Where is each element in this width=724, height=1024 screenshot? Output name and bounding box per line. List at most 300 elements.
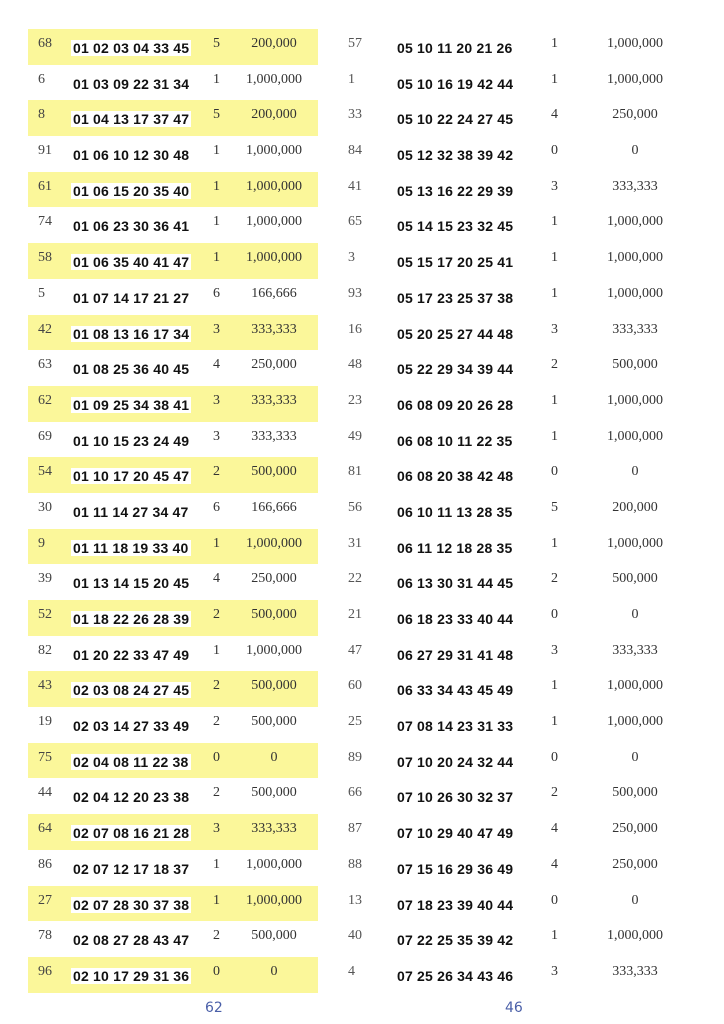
prize-amount: 500,000 — [612, 571, 658, 587]
prize-amount: 1,000,000 — [607, 71, 663, 87]
number-combination-text: 05 13 16 22 29 39 — [397, 182, 514, 199]
prize-amount: 250,000 — [612, 856, 658, 872]
prize-amount: 1,000,000 — [246, 214, 302, 230]
row-id: 64 — [38, 821, 52, 837]
number-combination — [395, 968, 515, 984]
table-row — [28, 65, 318, 101]
row-id: 74 — [38, 214, 52, 230]
number-combination-text: 06 13 30 31 44 45 — [397, 575, 514, 592]
row-id: 41 — [348, 178, 362, 194]
table-row — [338, 279, 698, 315]
prize-amount: 1,000,000 — [607, 214, 663, 230]
number-combination — [71, 326, 191, 342]
prize-amount: 1,000,000 — [607, 928, 663, 944]
prize-amount: 333,333 — [251, 428, 297, 444]
row-id: 8 — [38, 107, 45, 123]
number-combination-text: 01 20 22 33 47 49 — [73, 646, 190, 663]
table-row — [338, 350, 698, 386]
row-id: 86 — [38, 856, 52, 872]
winner-count: 3 — [551, 963, 558, 979]
number-combination — [71, 861, 191, 877]
number-combination — [71, 825, 191, 841]
prize-amount: 333,333 — [251, 321, 297, 337]
table-row — [338, 707, 698, 743]
number-combination — [71, 789, 191, 805]
number-combination-text: 07 08 14 23 31 33 — [397, 718, 514, 735]
number-combination — [71, 468, 191, 484]
table-row — [28, 315, 318, 351]
number-combination-text: 01 06 10 12 30 48 — [73, 147, 190, 164]
winner-count: 2 — [551, 357, 558, 373]
prize-amount: 0 — [631, 143, 639, 159]
number-combination-text: 02 10 17 29 31 36 — [73, 967, 190, 984]
prize-amount: 333,333 — [612, 963, 658, 979]
prize-amount: 333,333 — [612, 178, 658, 194]
prize-amount: 1,000,000 — [246, 535, 302, 551]
winner-count: 4 — [551, 856, 558, 872]
number-combination-text: 02 04 08 11 22 38 — [73, 753, 189, 770]
prize-amount: 500,000 — [251, 785, 297, 801]
winner-count: 1 — [551, 714, 558, 730]
table-row — [28, 172, 318, 208]
table-row — [338, 100, 698, 136]
number-combination — [395, 540, 515, 556]
table-row — [338, 493, 698, 529]
prize-amount: 500,000 — [612, 785, 658, 801]
winner-count: 3 — [551, 178, 558, 194]
prize-amount: 250,000 — [251, 571, 297, 587]
number-combination-text: 01 06 23 30 36 41 — [73, 218, 190, 235]
number-combination-text: 06 33 34 43 45 49 — [397, 682, 514, 699]
number-combination-text: 06 27 29 31 41 48 — [397, 646, 514, 663]
number-combination-text: 02 08 27 28 43 47 — [73, 932, 190, 949]
row-id: 56 — [348, 499, 362, 515]
winner-count: 1 — [213, 71, 220, 87]
number-combination-text: 06 08 10 11 22 35 — [397, 432, 513, 449]
prize-amount: 250,000 — [612, 821, 658, 837]
table-row — [338, 778, 698, 814]
table-row — [338, 422, 698, 458]
number-combination-text: 01 13 14 15 20 45 — [73, 575, 190, 592]
prize-amount: 0 — [270, 749, 278, 765]
prize-amount: 1,000,000 — [607, 250, 663, 266]
row-id: 42 — [38, 321, 52, 337]
table-row — [28, 564, 318, 600]
winner-count: 1 — [213, 250, 220, 266]
table-row — [28, 386, 318, 422]
table-row — [28, 136, 318, 172]
table-row — [338, 136, 698, 172]
number-combination-text: 06 18 23 33 40 44 — [397, 611, 514, 627]
number-combination — [395, 504, 515, 520]
handwritten-note-left: 62 — [205, 1000, 223, 1016]
row-id: 75 — [38, 749, 52, 765]
number-combination-text: 07 15 16 29 36 49 — [397, 860, 514, 877]
number-combination — [395, 111, 515, 127]
number-combination-text: 07 10 29 40 47 49 — [397, 825, 514, 842]
winner-count: 5 — [213, 36, 220, 51]
number-combination-text: 05 10 22 24 27 45 — [397, 111, 514, 128]
winner-count: 5 — [213, 107, 220, 123]
winner-count: 6 — [213, 499, 220, 515]
winner-count: 0 — [551, 749, 558, 765]
number-combination — [395, 290, 515, 306]
table-row — [28, 921, 318, 957]
number-combination — [71, 218, 191, 234]
prize-amount: 1,000,000 — [607, 392, 663, 408]
prize-amount: 500,000 — [251, 464, 297, 480]
table-row — [338, 65, 698, 101]
number-combination-text: 02 04 12 20 23 38 — [73, 789, 190, 806]
number-combination — [395, 682, 515, 698]
table-row — [338, 600, 698, 636]
table-row — [338, 172, 698, 208]
winner-count: 1 — [213, 214, 220, 230]
number-combination-text: 02 07 08 16 21 28 — [73, 825, 190, 842]
row-id: 62 — [38, 392, 52, 408]
number-combination — [71, 575, 191, 591]
number-combination-text: 01 06 35 40 41 47 — [73, 254, 190, 271]
winner-count: 3 — [213, 428, 220, 444]
winner-count: 1 — [551, 250, 558, 266]
number-combination-text: 01 18 22 26 28 39 — [73, 611, 190, 627]
row-id: 21 — [348, 607, 362, 622]
winner-count: 2 — [213, 785, 220, 801]
number-combination — [71, 183, 191, 199]
table-row — [338, 957, 698, 993]
table-row — [338, 636, 698, 672]
number-combination-text: 07 25 26 34 43 46 — [397, 967, 514, 984]
winner-count: 3 — [551, 642, 558, 658]
winner-count: 4 — [551, 107, 558, 123]
prize-amount: 0 — [631, 464, 639, 480]
winner-count: 6 — [213, 285, 220, 301]
prize-amount: 1,000,000 — [607, 428, 663, 444]
number-combination-text: 06 11 12 18 28 35 — [397, 539, 513, 556]
row-id: 22 — [348, 571, 362, 587]
prize-amount: 166,666 — [251, 499, 297, 515]
table-row — [338, 529, 698, 565]
number-combination-text: 05 10 11 20 21 26 — [397, 40, 513, 56]
prize-amount: 0 — [270, 963, 278, 979]
row-id: 27 — [38, 892, 52, 908]
prize-amount: 1,000,000 — [246, 178, 302, 194]
number-combination-text: 02 03 08 24 27 45 — [73, 682, 190, 699]
row-id: 40 — [348, 928, 362, 944]
row-id: 54 — [38, 464, 52, 480]
prize-amount: 1,000,000 — [246, 892, 302, 908]
prize-amount: 200,000 — [612, 499, 658, 515]
prize-amount: 333,333 — [251, 821, 297, 837]
winner-count: 0 — [213, 963, 220, 979]
prize-amount: 1,000,000 — [246, 642, 302, 658]
table-row — [338, 207, 698, 243]
row-id: 49 — [348, 428, 362, 444]
row-id: 3 — [348, 250, 355, 266]
table-row — [338, 315, 698, 351]
winner-count: 2 — [213, 464, 220, 480]
prize-amount: 1,000,000 — [607, 714, 663, 730]
winner-count: 2 — [551, 571, 558, 587]
number-combination — [395, 932, 515, 948]
number-combination — [395, 897, 515, 913]
row-id: 87 — [348, 821, 362, 837]
row-id: 68 — [38, 36, 52, 51]
row-id: 25 — [348, 714, 362, 730]
table-row — [28, 778, 318, 814]
prize-amount: 166,666 — [251, 285, 297, 301]
table-row — [28, 600, 318, 636]
number-combination — [395, 718, 515, 734]
number-combination-text: 01 08 25 36 40 45 — [73, 361, 190, 378]
winner-count: 4 — [213, 357, 220, 373]
winner-count: 0 — [551, 892, 558, 908]
row-id: 23 — [348, 392, 362, 408]
table-row — [28, 814, 318, 850]
table-row — [28, 707, 318, 743]
number-combination — [71, 397, 191, 413]
prize-amount: 250,000 — [251, 357, 297, 373]
number-combination — [71, 147, 191, 163]
row-id: 48 — [348, 357, 362, 373]
number-combination — [395, 647, 515, 663]
winner-count: 2 — [213, 714, 220, 730]
row-id: 89 — [348, 749, 362, 765]
row-id: 63 — [38, 357, 52, 373]
row-id: 69 — [38, 428, 52, 444]
number-combination — [71, 718, 191, 734]
number-combination — [395, 754, 515, 770]
number-combination-text: 05 20 25 27 44 48 — [397, 325, 514, 342]
prize-amount: 1,000,000 — [246, 250, 302, 266]
prize-amount: 0 — [631, 749, 639, 765]
winner-count: 1 — [213, 642, 220, 658]
number-combination — [71, 76, 191, 92]
number-combination — [395, 611, 515, 627]
number-combination-text: 05 12 32 38 39 42 — [397, 147, 514, 164]
prize-amount: 200,000 — [251, 107, 297, 123]
winner-count: 1 — [213, 892, 220, 908]
number-combination — [71, 540, 191, 556]
winner-count: 1 — [551, 36, 558, 51]
winner-count: 3 — [551, 321, 558, 337]
number-combination — [395, 575, 515, 591]
table-row — [28, 886, 318, 922]
winner-count: 2 — [213, 678, 220, 694]
winner-count: 3 — [213, 821, 220, 837]
row-id: 58 — [38, 250, 52, 266]
table-row — [338, 243, 698, 279]
prize-amount: 1,000,000 — [607, 36, 663, 51]
row-id: 30 — [38, 499, 52, 515]
prize-amount: 500,000 — [251, 607, 297, 622]
row-id: 43 — [38, 678, 52, 694]
row-id: 31 — [348, 535, 362, 551]
number-combination — [71, 897, 191, 913]
number-combination — [395, 433, 515, 449]
table-row — [28, 957, 318, 993]
winner-count: 1 — [551, 392, 558, 408]
winner-count: 1 — [213, 143, 220, 159]
number-combination-text: 01 03 09 22 31 34 — [73, 75, 190, 92]
row-id: 47 — [348, 642, 362, 658]
row-id: 82 — [38, 642, 52, 658]
number-combination-text: 07 10 26 30 32 37 — [397, 789, 514, 806]
row-id: 88 — [348, 856, 362, 872]
row-id: 93 — [348, 285, 362, 301]
winner-count: 1 — [551, 214, 558, 230]
number-combination — [395, 468, 515, 484]
prize-amount: 1,000,000 — [607, 678, 663, 694]
row-id: 65 — [348, 214, 362, 230]
number-combination — [395, 326, 515, 342]
number-combination — [71, 647, 191, 663]
number-combination-text: 05 14 15 23 32 45 — [397, 218, 514, 235]
prize-amount: 1,000,000 — [246, 143, 302, 159]
table-row — [28, 243, 318, 279]
table-row — [28, 671, 318, 707]
table-row — [28, 422, 318, 458]
number-combination — [71, 932, 191, 948]
table-row — [338, 743, 698, 779]
row-id: 6 — [38, 71, 45, 87]
number-combination — [395, 825, 515, 841]
winner-count: 4 — [551, 821, 558, 837]
winner-count: 5 — [551, 499, 558, 515]
number-combination-text: 02 03 14 27 33 49 — [73, 718, 190, 735]
row-id: 52 — [38, 607, 52, 622]
row-id: 91 — [38, 143, 52, 159]
row-id: 66 — [348, 785, 362, 801]
winner-count: 1 — [213, 178, 220, 194]
prize-amount: 1,000,000 — [607, 285, 663, 301]
prize-amount: 333,333 — [251, 392, 297, 408]
handwritten-note-right: 46 — [505, 1000, 523, 1016]
row-id: 61 — [38, 178, 52, 194]
table-row — [28, 457, 318, 493]
winner-count: 1 — [551, 285, 558, 301]
number-combination — [395, 76, 515, 92]
prize-amount: 250,000 — [612, 107, 658, 123]
number-combination — [395, 40, 515, 56]
winner-count: 2 — [213, 928, 220, 944]
table-row — [28, 29, 318, 65]
number-combination-text: 01 04 13 17 37 47 — [73, 111, 190, 128]
prize-amount: 500,000 — [251, 714, 297, 730]
row-id: 39 — [38, 571, 52, 587]
number-combination — [395, 861, 515, 877]
number-combination — [71, 682, 191, 698]
number-combination — [395, 254, 515, 270]
number-combination — [71, 968, 191, 984]
number-combination — [71, 433, 191, 449]
number-combination-text: 01 10 17 20 45 47 — [73, 468, 190, 485]
winner-count: 0 — [551, 607, 558, 622]
winner-count: 1 — [213, 535, 220, 551]
number-combination-text: 01 08 13 16 17 34 — [73, 325, 190, 342]
winner-count: 0 — [551, 464, 558, 480]
winner-count: 1 — [551, 71, 558, 87]
number-combination-text: 06 08 09 20 26 28 — [397, 396, 514, 413]
prize-amount: 500,000 — [612, 357, 658, 373]
table-row — [28, 207, 318, 243]
winner-count: 1 — [551, 428, 558, 444]
left-column — [28, 29, 318, 993]
row-id: 78 — [38, 928, 52, 944]
table-row — [338, 921, 698, 957]
row-id: 84 — [348, 143, 362, 159]
number-combination-text: 05 10 16 19 42 44 — [397, 75, 514, 92]
number-combination-text: 05 15 17 20 25 41 — [397, 254, 514, 271]
table-row — [338, 850, 698, 886]
table-row — [28, 743, 318, 779]
table-row — [338, 814, 698, 850]
number-combination-text: 02 07 28 30 37 38 — [73, 896, 190, 913]
winner-count: 1 — [551, 928, 558, 944]
winner-count: 1 — [551, 678, 558, 694]
prize-amount: 200,000 — [251, 36, 297, 51]
number-combination-text: 07 10 20 24 32 44 — [397, 753, 514, 770]
table-row — [338, 29, 698, 65]
table-row — [338, 386, 698, 422]
prize-amount: 333,333 — [612, 642, 658, 658]
row-id: 57 — [348, 36, 362, 51]
row-id: 1 — [348, 71, 355, 87]
number-combination-text: 01 10 15 23 24 49 — [73, 432, 190, 449]
number-combination-text: 02 07 12 17 18 37 — [73, 860, 190, 877]
number-combination — [395, 147, 515, 163]
number-combination — [71, 361, 191, 377]
prize-amount: 500,000 — [251, 928, 297, 944]
number-combination — [71, 254, 191, 270]
row-id: 60 — [348, 678, 362, 694]
number-combination — [71, 611, 191, 627]
table-row — [338, 564, 698, 600]
row-id: 4 — [348, 963, 355, 979]
number-combination — [395, 218, 515, 234]
winner-count: 1 — [213, 856, 220, 872]
row-id: 44 — [38, 785, 52, 801]
number-combination-text: 05 17 23 25 37 38 — [397, 289, 514, 306]
winner-count: 2 — [213, 607, 220, 622]
prize-amount: 500,000 — [251, 678, 297, 694]
winner-count: 0 — [551, 143, 558, 159]
prize-amount: 1,000,000 — [607, 535, 663, 551]
number-combination-text: 07 18 23 39 40 44 — [397, 896, 514, 913]
row-id: 9 — [38, 535, 45, 551]
winner-count: 0 — [213, 749, 220, 765]
row-id: 96 — [38, 963, 52, 979]
number-combination-text: 01 11 14 27 34 47 — [73, 503, 189, 520]
prize-amount: 0 — [631, 607, 639, 622]
number-combination-text: 01 07 14 17 21 27 — [73, 289, 190, 306]
number-combination — [395, 397, 515, 413]
table-row — [28, 350, 318, 386]
winner-count: 1 — [551, 535, 558, 551]
table-row — [28, 279, 318, 315]
table-row — [28, 100, 318, 136]
prize-amount: 1,000,000 — [246, 71, 302, 87]
table-row — [28, 636, 318, 672]
number-combination-text: 05 22 29 34 39 44 — [397, 361, 514, 378]
number-combination-text: 01 02 03 04 33 45 — [73, 40, 190, 56]
winner-count: 2 — [551, 785, 558, 801]
number-combination — [71, 111, 191, 127]
number-combination-text: 07 22 25 35 39 42 — [397, 932, 514, 949]
number-combination — [395, 361, 515, 377]
number-combination-text: 01 06 15 20 35 40 — [73, 182, 190, 199]
number-combination — [395, 789, 515, 805]
